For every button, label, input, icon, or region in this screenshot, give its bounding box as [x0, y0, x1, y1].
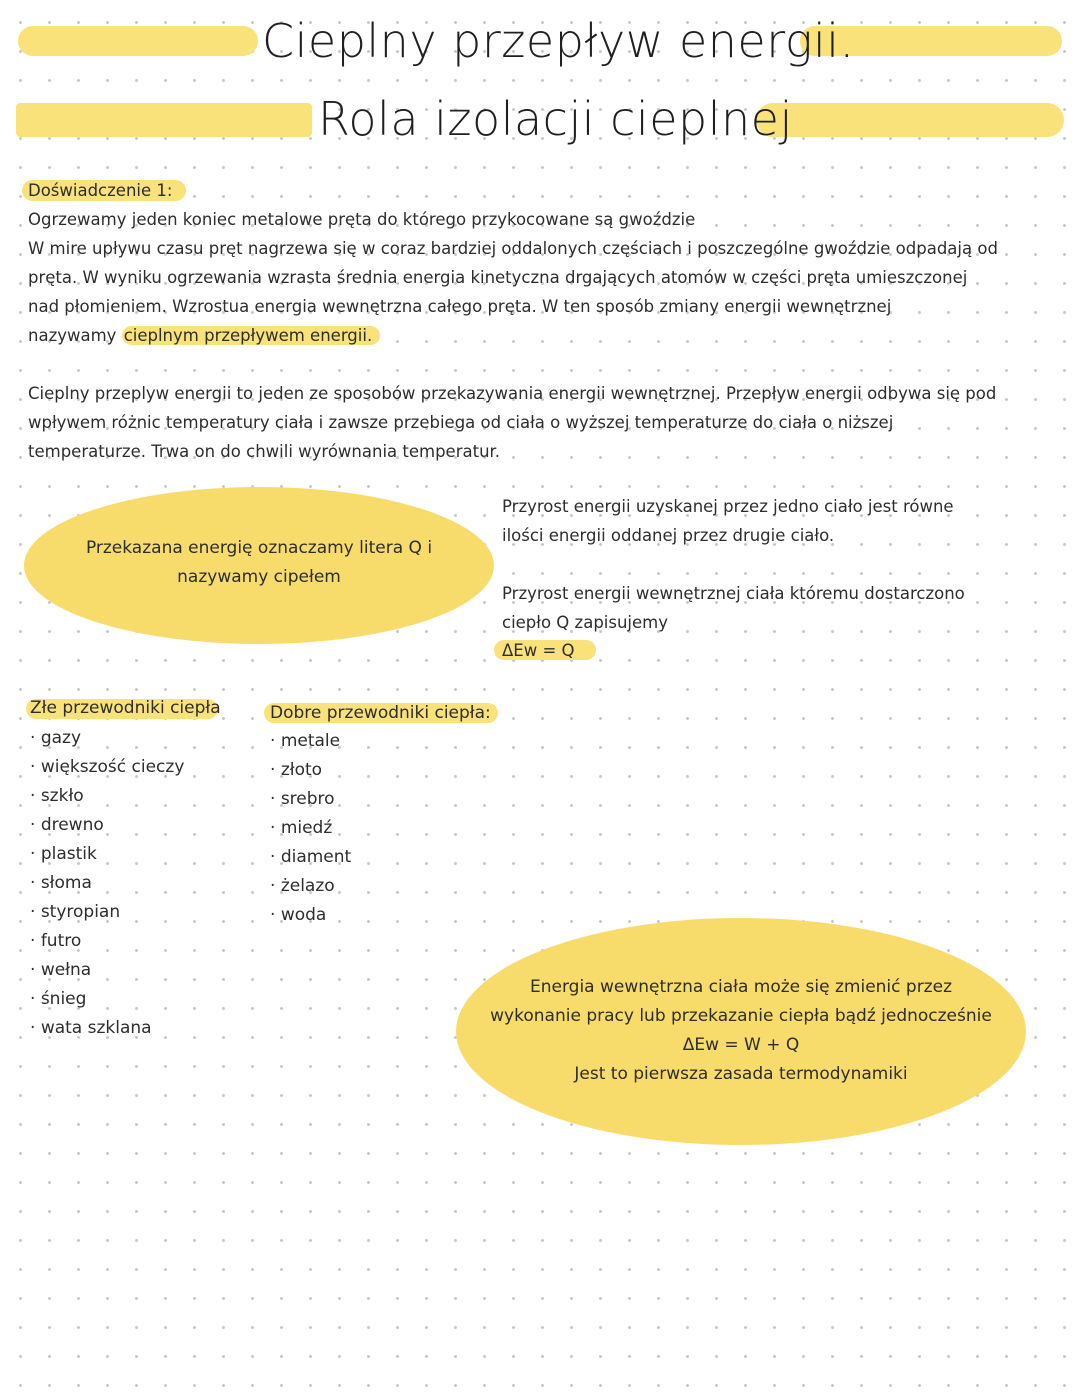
bad-conductor-item: · styropian	[30, 898, 184, 927]
first-law-line-4: Jest to pierwsza zasada termodynamiki	[574, 1064, 908, 1084]
experiment-label: Doświadczenie 1:	[28, 181, 173, 200]
first-law-text	[456, 973, 1026, 1089]
good-conductor-item: · miedź	[270, 814, 351, 843]
notes-p2-line-1: Przyrost energii wewnętrznej ciała któremu dostarczono	[502, 584, 965, 603]
first-law-line-1: Energia wewnętrzna ciała może się zmienić przez	[529, 977, 952, 997]
first-law-line-2: wykonanie pracy lub przekazanie ciepła bądź jednocześnie	[490, 1006, 992, 1026]
bad-conductor-item: · drewno	[30, 811, 184, 840]
page-subtitle: Rola izolacji cieplnej	[318, 92, 793, 146]
good-conductor-item: · diament	[270, 843, 351, 872]
notes-spacer	[502, 550, 1042, 579]
bad-conductors-title: Złe przewodniki ciepła	[30, 698, 221, 718]
good-conductor-item: · woda	[270, 901, 351, 930]
title-highlight-left-1	[18, 26, 258, 56]
experiment-text	[28, 205, 1038, 350]
experiment-line-5	[28, 321, 1038, 350]
bad-conductor-item: · słoma	[30, 869, 184, 898]
experiment-last-prefix: nazywamy	[28, 326, 122, 345]
good-conductor-item: · srebro	[270, 785, 351, 814]
good-conductors-title: Dobre przewodniki ciepła:	[270, 703, 491, 723]
bad-conductor-item: · gazy	[30, 724, 184, 753]
bad-conductor-item: · plastik	[30, 840, 184, 869]
bad-conductor-item: · szkło	[30, 782, 184, 811]
title-highlight-left-2	[16, 103, 312, 137]
bad-conductor-item: · wełna	[30, 956, 184, 985]
good-conductor-item: · złoto	[270, 756, 351, 785]
formula-heat: ΔEw = Q	[502, 641, 575, 660]
experiment-line-1: Ogrzewamy jeden koniec metalowe pręta do którego przykocowane są gwoździe	[28, 210, 696, 229]
experiment-line-3: pręta. W wyniku ogrzewania wzrasta średnia energia kinetyczna drgających atomów w części pręta umieszczonej	[28, 268, 968, 287]
bad-conductor-item: · wata szklana	[30, 1014, 184, 1043]
page-title: Cieplny przepływ energii.	[262, 14, 855, 68]
bad-conductor-item: · śnieg	[30, 985, 184, 1014]
notes-p1-line-2: ilości energii oddanej przez drugie ciało.	[502, 526, 835, 545]
definition-text	[28, 379, 1038, 466]
bad-conductors-list	[30, 724, 184, 1043]
definition-line-3: temperaturze. Trwa on do chwili wyrównania temperatur.	[28, 442, 501, 461]
heat-ellipse-text	[24, 534, 494, 592]
bad-conductor-item: · większość cieczy	[30, 753, 184, 782]
first-law-formula: ΔEw = W + Q	[682, 1035, 800, 1055]
good-conductor-item: · żelazo	[270, 872, 351, 901]
notes-p1-line-1: Przyrost energii uzyskanej przez jedno ciało jest równe	[502, 497, 954, 516]
experiment-line-4: nad płomieniem. Wzrostua energia wewnętrzna całego pręta. W ten sposób zmiany energii wewnętrznej	[28, 297, 892, 316]
definition-line-2: wpływem różnic temperatury ciała i zawsze przebiega od ciała o wyższej temperaturze do ciała o niższej	[28, 413, 894, 432]
experiment-line-2: W mire upływu czasu pręt nagrzewa się w coraz bardziej oddalonych częściach i poszczególne gwoździe odpadają od	[28, 239, 998, 258]
notes-p2-line-2: ciepło Q zapisujemy	[502, 613, 668, 632]
definition-line-1: Cieplny przeplyw energii to jeden ze sposobów przekazywania energii wewnętrznej. Przepływ energii odbywa się pod	[28, 384, 997, 403]
heat-ellipse-line-2: nazywamy cipełem	[177, 567, 341, 587]
good-conductors-list	[270, 727, 351, 930]
bad-conductor-item: · futro	[30, 927, 184, 956]
key-term-highlight: cieplnym przepływem energii.	[122, 326, 381, 345]
right-notes	[502, 492, 1042, 637]
good-conductor-item: · metale	[270, 727, 351, 756]
title-highlight-right-2	[756, 103, 1064, 137]
heat-ellipse-line-1: Przekazana energię oznaczamy litera Q i	[85, 538, 433, 558]
